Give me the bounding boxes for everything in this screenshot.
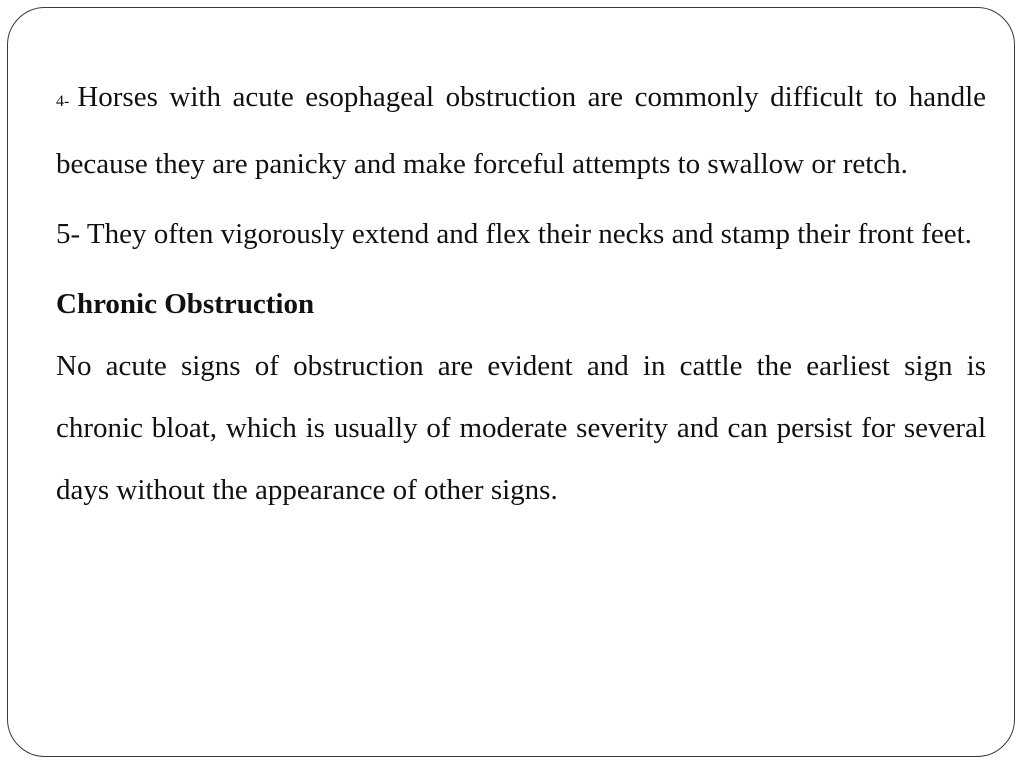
- point-5-number: 5-: [56, 218, 81, 250]
- chronic-obstruction-paragraph: No acute signs of obstruction are evident and in cattle the earliest sign is chronic bloat, which is usually of moderate severity and can persist for several days without the appearance of other signs.: [56, 350, 986, 506]
- point-5-text: They often vigorously extend and flex their necks and stamp their front feet.: [86, 218, 972, 250]
- point-4-text: Horses with acute esophageal obstruction are commonly difficult to handle because they are panicky and make forceful attempts to swallow or retch.: [56, 81, 986, 180]
- point-4-number: 4-: [56, 93, 70, 110]
- slide-frame: [7, 7, 1015, 757]
- point-5: [56, 203, 986, 265]
- slide-content: [56, 66, 986, 521]
- section-heading: Chronic Obstruction: [56, 288, 315, 320]
- point-4: [56, 66, 986, 195]
